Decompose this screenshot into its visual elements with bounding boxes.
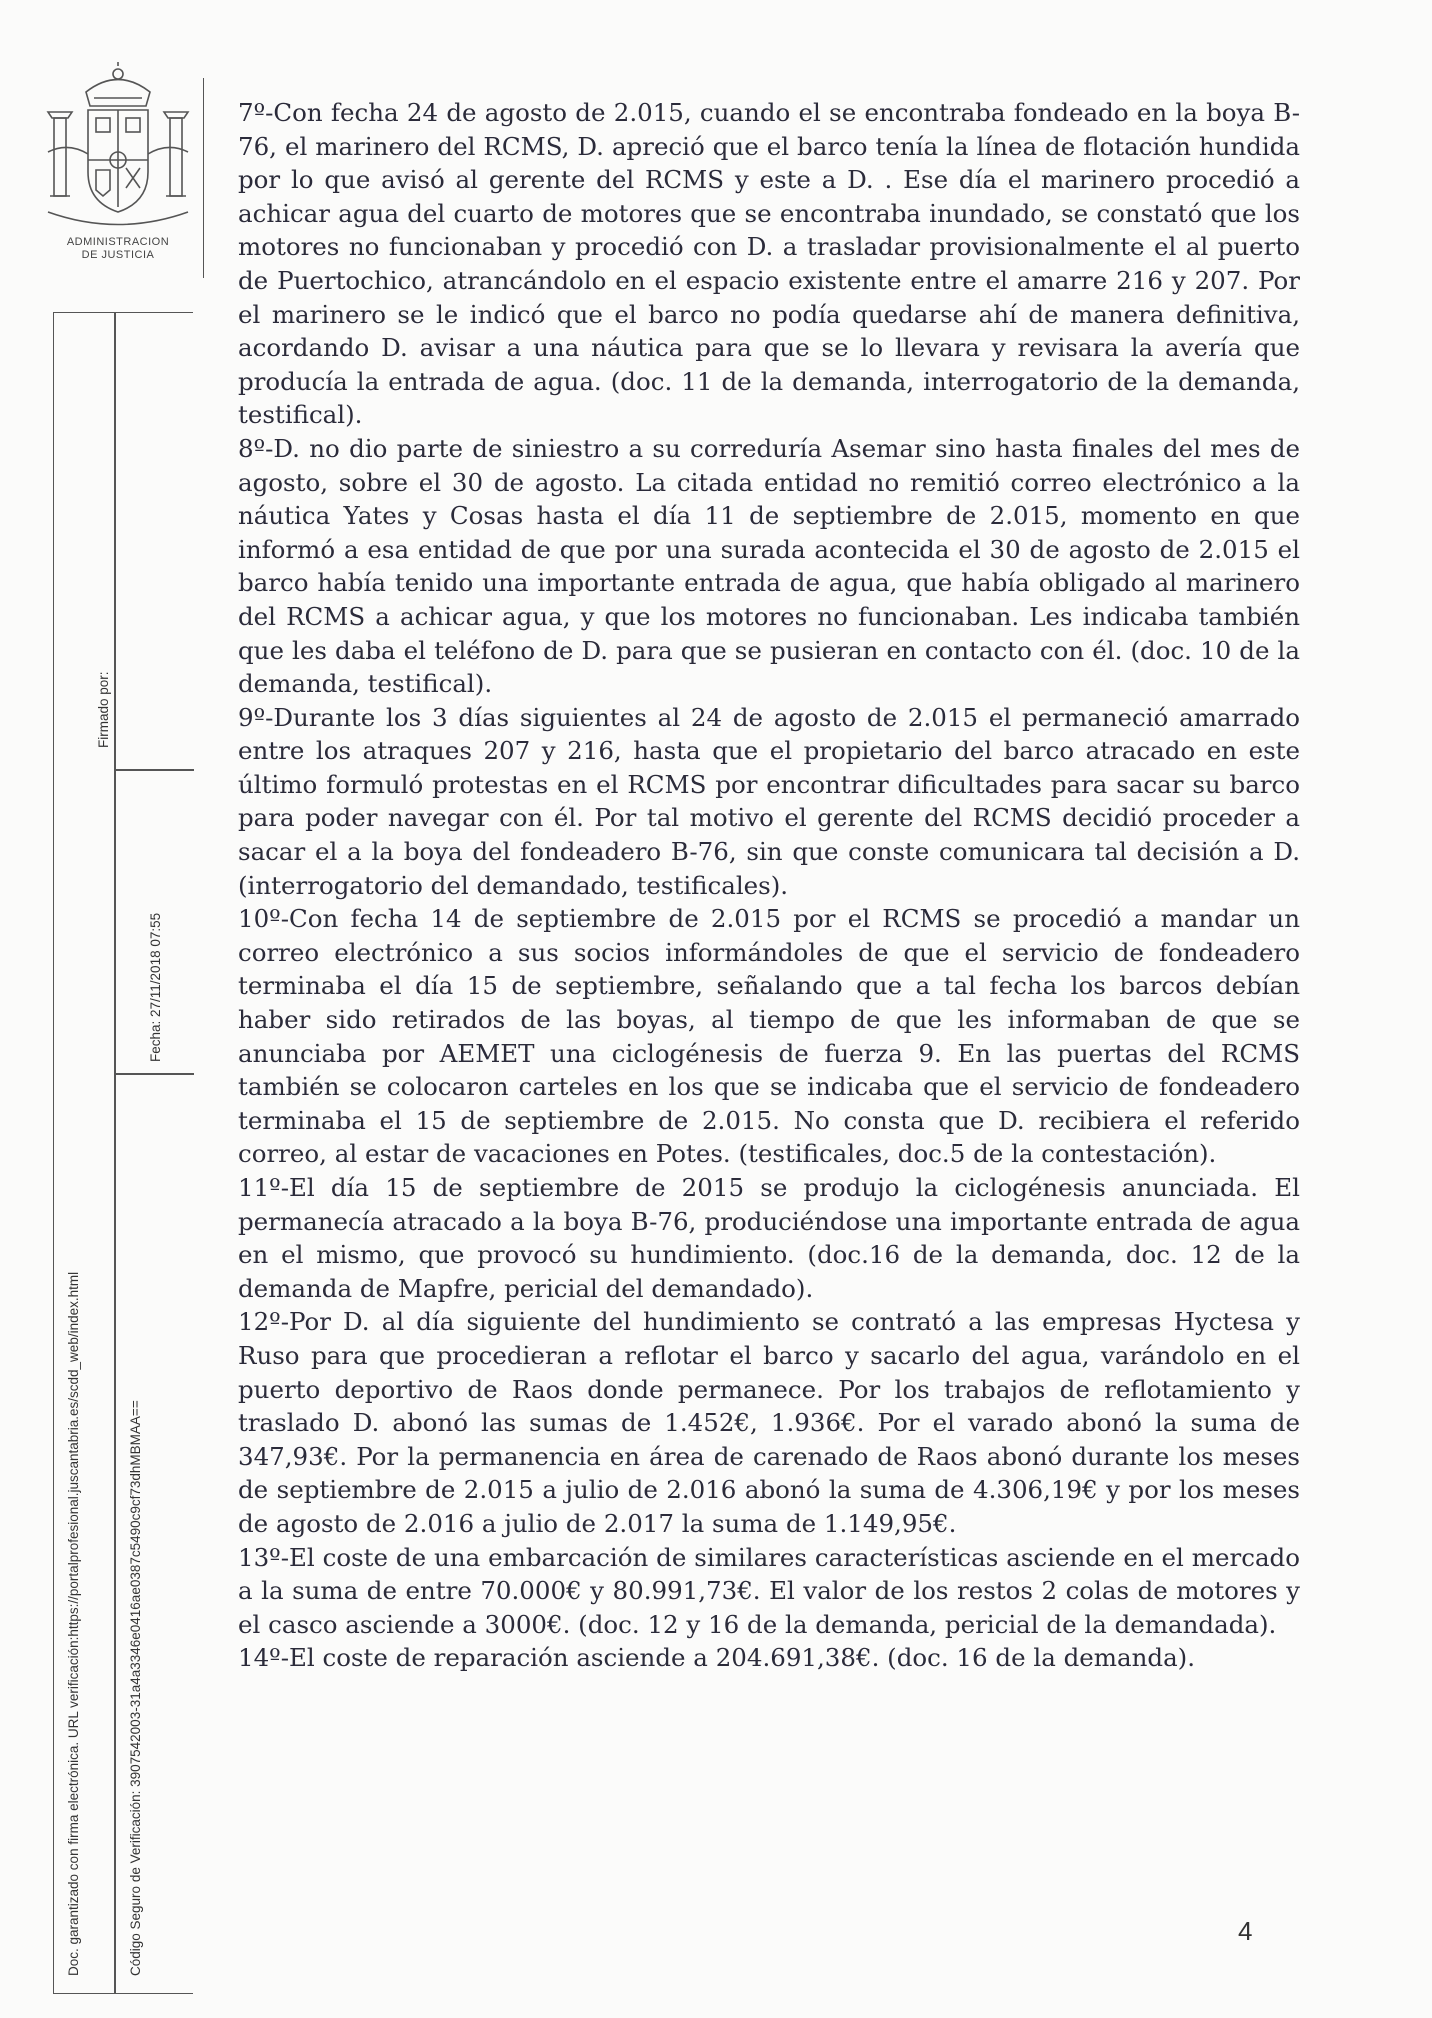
emblem-label-line1: ADMINISTRACION — [66, 236, 170, 248]
coat-of-arms-icon — [38, 62, 198, 232]
coat-of-arms-emblem — [28, 62, 208, 282]
fact-paragraph-14: 14º-El coste de reparación asciende a 204.691,38€. (doc. 16 de la demanda). — [238, 1643, 1196, 1673]
fact-paragraph-8: 8º-D. no dio parte de siniestro a su correduría Asemar sino hasta finales del mes de agosto, sobre el 30 de agosto. La citada entidad no remitió correo electrónico a la náutica Yates y Cosas hasta el día 11 de septiembre de 2.015, momento en que informó a esa entidad de que por una surada acontecida el 30 de agosto de 2.015 el barco había tenido una importante entrada de agua, que había obligado al marinero del RCMS a achicar agua, y que los motores no funcionaban. Les indicaba también que les daba el teléfono de D. para que se pusieran en contacto con él. (doc. 10 de la demanda, testifical). — [238, 433, 1300, 699]
signature-date: Fecha: 27/11/2018 07:55 — [148, 912, 163, 1062]
signed-by-label: Firmado por: — [96, 671, 111, 748]
verification-code: Código Seguro de Verificación: 3907542003-31a4a3346e0416ae0387c5490c9cf73dhMBMAA== — [128, 1400, 143, 1976]
fact-paragraph-13: 13º-El coste de una embarcación de similares características asciende en el mercado a la suma de entre 70.000€ y 80.991,73€. El valor de los restos 2 colas de motores y el casco asciende a 3000€. (doc. 12 y 16 de la demanda, pericial de la demandada). — [238, 1542, 1300, 1639]
emblem-label — [28, 236, 208, 262]
document-body — [238, 96, 1300, 1675]
header-divider-line — [203, 78, 204, 278]
emblem-label-line2: DE JUSTICIA — [81, 249, 155, 261]
fact-paragraph-7: 7º-Con fecha 24 de agosto de 2.015, cuando el se encontraba fondeado en la boya B-76, el marinero del RCMS, D. apreció que el barco tenía la línea de flotación hundida por lo que avisó al gerente del RCMS y este a D. . Ese día el marinero procedió a achicar agua del cuarto de motores que se encontraba inundado, se constató que los motores no funcionaban y procedió con D. a trasladar provisionalmente el al puerto de Puertochico, atrancándolo en el espacio existente entre el amarre 216 y 207. Por el marinero se le indicó que el barco no podía quedarse ahí de manera definitiva, acordando D. avisar a una náutica para que se lo llevara y revisara la avería que producía la entrada de agua. (doc. 11 de la demanda, interrogatorio de la demanda, testifical). — [238, 98, 1300, 430]
doc-guarantee-url: Doc. garantizado con firma electrónica. URL verificación:https://portalprofesional.juscantabria.es/scdd_web/index.html — [66, 1271, 81, 1976]
fact-paragraph-12: 12º-Por D. al día siguiente del hundimiento se contrató a las empresas Hyctesa y Ruso para que procedieran a reflotar el barco y sacarlo del agua, varándolo en el puerto deportivo de Raos donde permanece. Por los trabajos de reflotamiento y traslado D. abonó las sumas de 1.452€, 1.936€. Por el varado abonó la suma de 347,93€. Por la permanencia en área de carenado de Raos abonó durante los meses de septiembre de 2.015 a julio de 2.016 abonó la suma de 4.306,19€ y por los meses de agosto de 2.016 a julio de 2.017 la suma de 1.149,95€. — [238, 1307, 1300, 1538]
fact-paragraph-11: 11º-El día 15 de septiembre de 2015 se produjo la ciclogénesis anunciada. El permanecía atracado a la boya B-76, produciéndose una importante entrada de agua en el mismo, que provocó su hundimiento. (doc.16 de la demanda, doc. 12 de la demanda de Mapfre, pericial del demandado). — [238, 1173, 1300, 1303]
margin-divider-upper — [114, 769, 194, 771]
margin-divider-vertical — [114, 313, 116, 1993]
fact-paragraph-9: 9º-Durante los 3 días siguientes al 24 de agosto de 2.015 el permaneció amarrado entre los atraques 207 y 216, hasta que el propietario del barco atracado en este último formuló protestas en el RCMS por encontrar dificultades para sacar su barco para poder navegar con él. Por tal motivo el gerente del RCMS decidió proceder a sacar el a la boya del fondeadero B-76, sin que conste comunicara tal decisión a D. (interrogatorio del demandado, testificales). — [238, 702, 1300, 900]
page-number: 4 — [1238, 1916, 1253, 1946]
fact-paragraph-10: 10º-Con fecha 14 de septiembre de 2.015 por el RCMS se procedió a mandar un correo electrónico a sus socios informándoles de que el servicio de fondeadero terminaba el día 15 de septiembre, señalando que a tal fecha los barcos debían haber sido retirados de las boyas, al tiempo de que les informaban de que se anunciaba por AEMET una ciclogénesis de fuerza 9. En las puertas del RCMS también se colocaron carteles en los que se indicaba que el servicio de fondeadero terminaba el 15 de septiembre de 2.015. No consta que D. recibiera el referido correo, al estar de vacaciones en Potes. (testificales, doc.5 de la contestación). — [238, 904, 1300, 1169]
margin-divider-lower — [114, 1073, 194, 1075]
